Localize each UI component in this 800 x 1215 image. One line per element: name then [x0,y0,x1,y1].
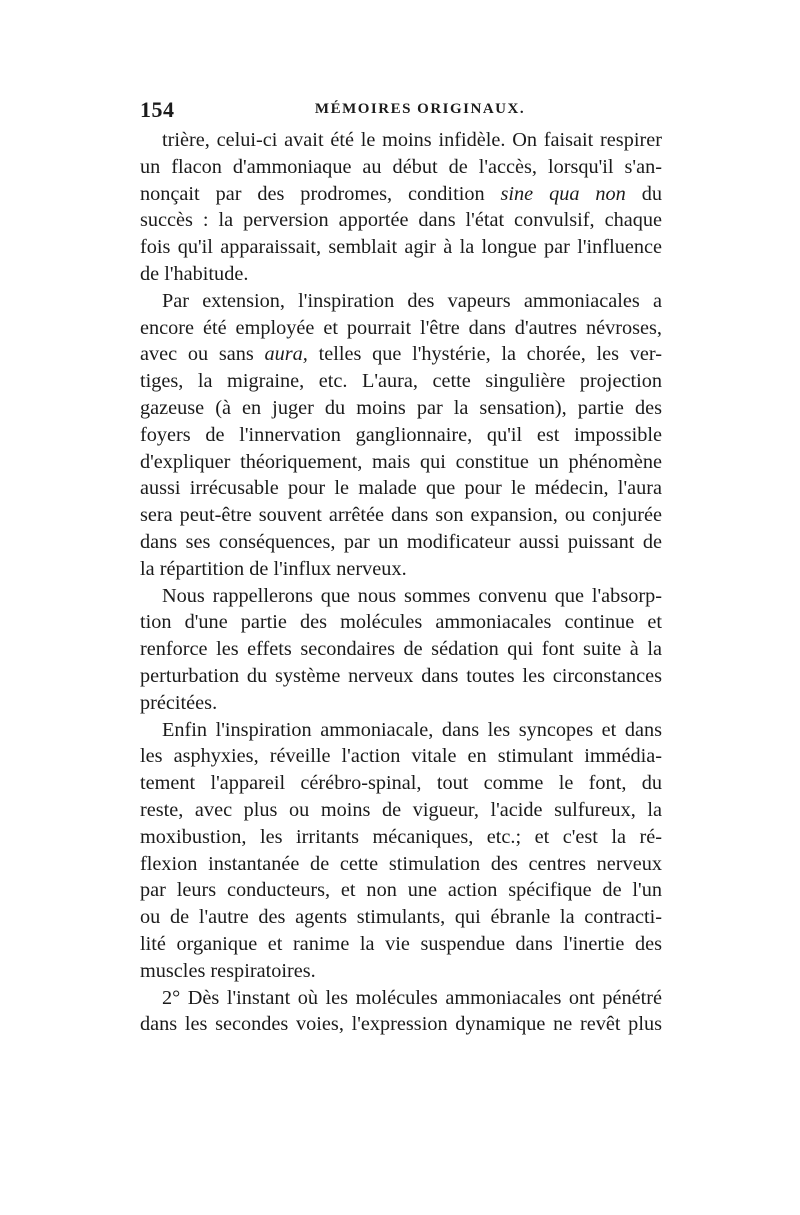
text-line: tion d'une partie des molécules ammoniacales continue et [140,611,662,634]
text-line [140,181,662,208]
italic-text: aura, [264,343,308,366]
text-line: de l'habitude. [140,262,249,285]
text-line: la répartition de l'influx nerveux. [140,557,407,580]
text-line: Enfin l'inspiration ammoniacale, dans les syncopes et dans [162,718,662,741]
text-line: d'expliquer théoriquement, mais qui constitue un phénomène [140,450,662,473]
text-line: encore été employée et pourrait l'être dans d'autres névroses, [140,316,662,339]
paragraph [140,583,662,717]
text-line: sera peut-être souvent arrêtée dans son expansion, ou conjurée [140,504,662,527]
text-segment: avec ou sans [140,343,265,366]
text-line: dans les secondes voies, l'expression dynamique ne revêt plus [140,1013,662,1036]
text-line: ou de l'autre des agents stimulants, qui ébranle la contracti- [140,906,662,929]
text-line: foyers de l'innervation ganglionnaire, qu'il est impossible [140,423,662,446]
text-line: trière, celui-ci avait été le moins infidèle. On faisait respirer [162,129,662,151]
paragraph [140,717,662,985]
text-line: tement l'appareil cérébro-spinal, tout comme le font, du [140,772,662,795]
text-line: perturbation du système nerveux dans toutes les circonstances [140,664,662,687]
text-line: succès : la perversion apportée dans l'état convulsif, chaque [140,209,662,232]
paragraph [140,985,662,1039]
text-line: les asphyxies, réveille l'action vitale en stimulant immédia- [140,745,662,768]
text-line: précitées. [140,691,218,714]
italic-text: sine qua non [500,182,626,205]
text-line: reste, avec plus ou moins de vigueur, l'acide sulfureux, la [140,798,662,821]
page-header [140,97,660,125]
text-line: Nous rappellerons que nous sommes convenu que l'absorp- [162,584,662,607]
text-line: un flacon d'ammoniaque au début de l'accès, lorsqu'il s'an- [140,155,662,178]
text-line: dans ses conséquences, par un modificateur aussi puissant de [140,530,662,553]
paragraph [140,127,662,288]
text-line: lité organique et ranime la vie suspendue dans l'inertie des [140,932,662,955]
text-line: par leurs conducteurs, et non une action spécifique de l'un [140,879,662,902]
text-segment: du [625,182,663,205]
text-line: flexion instantanée de cette stimulation des centres nerveux [140,852,662,875]
running-head: MÉMOIRES ORIGINAUX. [314,101,526,117]
paragraph [140,288,662,583]
body-text [140,127,662,1038]
text-line: renforce les effets secondaires de sédation qui font suite à la [140,638,662,661]
text-line [140,341,662,368]
text-line: moxibustion, les irritants mécaniques, etc.; et c'est la ré- [140,825,662,848]
text-line: muscles respiratoires. [140,959,316,982]
page-number: 154 [140,97,175,122]
text-line: Par extension, l'inspiration des vapeurs ammoniacales a [162,289,662,312]
text-line: fois qu'il apparaissait, semblait agir à la longue par l'influence [140,236,662,259]
text-line: 2° Dès l'instant où les molécules ammoniacales ont pénétré [162,986,662,1009]
text-segment: telles que l'hystérie, la chorée, les ver- [307,343,662,366]
text-line: aussi irrécusable pour le malade que pour le médecin, l'aura [140,477,662,500]
text-line: tiges, la migraine, etc. L'aura, cette singulière projection [140,370,662,393]
text-segment: nonçait par des prodromes, condition [140,182,501,205]
text-line: gazeuse (à en juger du moins par la sensation), partie des [140,396,662,419]
